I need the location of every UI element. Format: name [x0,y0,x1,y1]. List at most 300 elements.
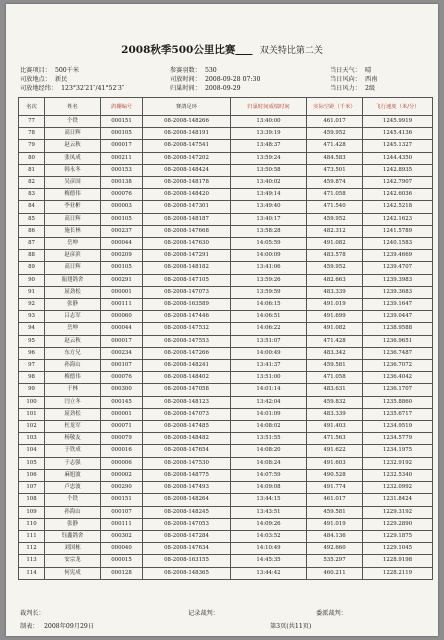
table-cell: 000017 [101,140,143,152]
table-cell: 13:41:37 [231,360,307,372]
table-cell: 08-2008-148775 [143,469,231,481]
table-cell: 于铁成 [45,445,101,457]
info-value: 新民 [54,76,68,83]
table-cell: 1242.8935 [363,164,433,176]
table-cell: 000044 [101,323,143,335]
made-date: 2008年09月29日 [44,623,95,630]
table-cell: 于林 [45,384,101,396]
table-cell: 14:05:59 [231,238,307,250]
table-cell: 13:59:59 [231,286,307,298]
table-cell: 1228.9198 [363,555,433,567]
table-cell: 1229.3192 [363,506,433,518]
table-cell: 13:49:40 [231,201,307,213]
table-cell: 1242.7907 [363,177,433,189]
table-cell: 94 [19,323,45,335]
table-cell: 471.540 [307,201,363,213]
table-cell: 08-2008-148482 [143,433,231,445]
table-cell: 000001 [101,286,143,298]
race-info [20,66,430,93]
table-cell: 13:51:00 [231,372,307,384]
table-cell: 000234 [101,347,143,359]
referee-label: 裁判长： [20,610,45,617]
table-cell: 李业彬 [45,201,101,213]
info-value: 500千米 [54,67,80,74]
table-cell: 梅德伟 [45,189,101,201]
table-cell: 000138 [101,177,143,189]
table-cell: 000001 [101,408,143,420]
table-cell: 14:06:15 [231,299,307,311]
table-cell: 08-2008-147284 [143,530,231,542]
table-header [19,98,433,116]
table-cell: 000105 [101,128,143,140]
info-label: 归巢时间： [170,85,201,92]
table-cell: 高日辉 [45,128,101,140]
column-header: 归巢时间成绩时间 [231,98,307,116]
table-row [19,164,433,176]
table-cell: 105 [19,457,45,469]
table-cell: 13:43:51 [231,506,307,518]
table-row [19,250,433,262]
table-cell: 1245.9919 [363,116,433,128]
table-cell: 491.603 [307,457,363,469]
table-cell: 459.952 [307,128,363,140]
table-cell: 491.774 [307,482,363,494]
table-cell: 85 [19,213,45,225]
table-cell: 安宗龙 [45,555,101,567]
column-header: 名次 [19,98,45,116]
table-cell: 000017 [101,335,143,347]
table-cell: 95 [19,335,45,347]
table-cell: 1236.7487 [363,347,433,359]
table-cell: 471.428 [307,335,363,347]
table-cell: 000151 [101,494,143,506]
column-header: 鸽棚编号 [101,98,143,116]
table-cell: 000211 [101,152,143,164]
table-row [19,457,433,469]
table-cell: 000151 [101,116,143,128]
table-cell: 张静 [45,299,101,311]
table-cell: 赵云秋 [45,335,101,347]
table-cell: 491.082 [307,238,363,250]
table-cell: 08-2008-147446 [143,311,231,323]
table-cell: 1229.2890 [363,518,433,530]
table-cell: 491.622 [307,445,363,457]
table-cell: 86 [19,225,45,237]
table-cell: 1236.4042 [363,372,433,384]
table-cell: 刘国栋 [45,543,101,555]
table-cell: 78 [19,128,45,140]
table-cell: 459.874 [307,177,363,189]
table-cell: 08-2008-147493 [143,482,231,494]
table-cell: 岳坤 [45,238,101,250]
table-cell: 79 [19,140,45,152]
table-cell: 80 [19,152,45,164]
table-cell: 1239.3683 [363,286,433,298]
info-label: 当日风力： [330,85,361,92]
table-cell: 08-2008-147202 [143,152,231,164]
column-header: 姓名 [45,98,101,116]
info-value: 530 [204,67,217,74]
table-row [19,323,433,335]
table-cell: 000105 [101,213,143,225]
table-cell: 000291 [101,274,143,286]
table-cell: 98 [19,372,45,384]
column-header: 赛鸽足环 [143,98,231,116]
table-cell: 471.058 [307,189,363,201]
table-cell: 1232.0992 [363,482,433,494]
table-cell: 000111 [101,518,143,530]
table-row [19,225,433,237]
table-cell: 83 [19,189,45,201]
table-row [19,116,433,128]
table-cell: 459.832 [307,396,363,408]
table-cell: 13:44:42 [231,567,307,579]
table-cell: 000002 [101,469,143,481]
table-cell: 14:06:22 [231,323,307,335]
table-cell: 高日辉 [45,213,101,225]
table-row [19,445,433,457]
table-row [19,128,433,140]
table-cell: 08-2008-148402 [143,372,231,384]
table-cell: 1229.1045 [363,543,433,555]
table-cell: 韩永冬 [45,164,101,176]
table-cell: 08-2008-148365 [143,567,231,579]
table-cell: 000153 [101,164,143,176]
table-row [19,469,433,481]
table-cell: 14:03:52 [231,530,307,542]
info-row [20,66,430,75]
table-cell: 491.082 [307,323,363,335]
table-cell: 08-2008-147532 [143,323,231,335]
info-value: 123°32′21″/41°52′3″ [61,85,125,92]
table-cell: 08-2008-148182 [143,262,231,274]
table-cell: 08-2008-148245 [143,506,231,518]
table-cell: 1236.9651 [363,335,433,347]
table-cell: 14:45:35 [231,555,307,567]
table-cell: 461.017 [307,116,363,128]
table-cell: 96 [19,347,45,359]
made-label: 制表： [20,623,39,630]
table-cell: 08-2008-147058 [143,384,231,396]
table-cell: 13:40:02 [231,177,307,189]
table-cell: 102 [19,421,45,433]
table-cell: 491.699 [307,311,363,323]
table-cell: 112 [19,543,45,555]
table-cell: 000071 [101,421,143,433]
table-cell: 491.019 [307,518,363,530]
table-cell: 490.528 [307,469,363,481]
table-cell: 08-2008-147073 [143,408,231,420]
table-cell: 103 [19,433,45,445]
info-label: 当日天气： [330,67,361,74]
table-cell: 杜龙军 [45,421,101,433]
table-cell: 13:39:19 [231,128,307,140]
table-cell: 1236.7072 [363,360,433,372]
table-cell: 000128 [101,567,143,579]
table-cell: 孙海山 [45,360,101,372]
column-header: 飞行速度（米/分） [363,98,433,116]
table-cell: 000016 [101,445,143,457]
table-cell: 1232.5340 [363,469,433,481]
table-cell: 000300 [101,384,143,396]
table-cell: 14:08:02 [231,421,307,433]
table-cell: 483.342 [307,347,363,359]
table-row [19,567,433,579]
table-cell: 000003 [101,201,143,213]
table-cell: 于志强 [45,457,101,469]
table-cell: 1241.5789 [363,225,433,237]
table-row [19,421,433,433]
table-cell: 482.663 [307,274,363,286]
table-cell: 施长林 [45,225,101,237]
table-cell: 471.058 [307,372,363,384]
table-cell: 08-2008-147266 [143,347,231,359]
table-cell: 1235.8860 [363,396,433,408]
table-cell: 08-2008-147291 [143,250,231,262]
table-cell: 08-2008-147634 [143,543,231,555]
table-cell: 1245.4136 [363,128,433,140]
table-cell: 100 [19,396,45,408]
table-cell: 1239.3983 [363,274,433,286]
table-cell: 1234.1975 [363,445,433,457]
table-cell: 卢忠波 [45,482,101,494]
table-cell: 471.563 [307,433,363,445]
table-row [19,408,433,420]
table-cell: 000060 [101,311,143,323]
table-cell: 000107 [101,360,143,372]
supervisor-label: 委派裁判： [316,610,347,617]
table-cell: 08-2008-147630 [143,238,231,250]
table-cell: 459.952 [307,213,363,225]
info-value: 2008-09-28 07:30 [204,76,261,83]
table-row [19,140,433,152]
table-cell: 000079 [101,433,143,445]
table-cell: 吕志军 [45,311,101,323]
table-cell: 459.952 [307,262,363,274]
results-table [18,97,433,580]
table-cell: 1232.9192 [363,457,433,469]
table-cell: 1235.6717 [363,408,433,420]
info-label: 司放时间： [170,76,201,83]
table-row [19,347,433,359]
table-cell: 484.136 [307,530,363,542]
table-cell: 1231.8424 [363,494,433,506]
table-cell: 000006 [101,457,143,469]
table-cell: 82 [19,177,45,189]
table-cell: 08-2008-148191 [143,128,231,140]
table-cell: 491.403 [307,421,363,433]
table-cell: 08-2008-163155 [143,555,231,567]
table-cell: 460.211 [307,567,363,579]
table-cell: 000111 [101,299,143,311]
table-cell: 1239.0447 [363,311,433,323]
table-cell: 104 [19,445,45,457]
table-cell: 08-2008-147541 [143,140,231,152]
table-row [19,213,433,225]
table-cell: 90 [19,274,45,286]
table-cell: 08-2008-147485 [143,421,231,433]
column-header: 实际空距（千米） [307,98,363,116]
table-row [19,335,433,347]
table-cell: 1234.5779 [363,433,433,445]
table-row [19,543,433,555]
table-cell: 1234.9519 [363,421,433,433]
table-cell: 482.312 [307,225,363,237]
table-cell: 535.297 [307,555,363,567]
table-cell: 13:51:07 [231,335,307,347]
table-row [19,482,433,494]
table-cell: 梅德伟 [45,372,101,384]
race-subtitle: 双关特比第二关 [259,46,323,56]
info-value: 晴 [364,67,372,74]
table-cell: 孙海山 [45,506,101,518]
info-label: 司放地经纬： [20,85,58,92]
table-cell: 08-2008-148241 [143,360,231,372]
table-cell: 张静 [45,518,101,530]
table-cell: 08-2008-147654 [143,445,231,457]
table-cell: 13:50:58 [231,164,307,176]
table-row [19,530,433,542]
table-cell: 1239.1647 [363,299,433,311]
race-title: 2008秋季500公里比赛 [121,44,236,56]
table-row [19,274,433,286]
table-cell: 13:49:14 [231,189,307,201]
table-cell: 000302 [101,530,143,542]
table-cell: 88 [19,250,45,262]
table-cell: 000145 [101,396,143,408]
table-row [19,177,433,189]
table-row [19,518,433,530]
table-cell: 471.428 [307,140,363,152]
table-row [19,201,433,213]
table-cell: 14:07:59 [231,469,307,481]
table-cell: 张凤成 [45,152,101,164]
table-cell: 1238.9588 [363,323,433,335]
table-cell: 108 [19,494,45,506]
page-title [6,42,438,57]
table-row [19,494,433,506]
info-row [20,84,430,93]
table-cell: 113 [19,555,45,567]
table-cell: 14:06:51 [231,311,307,323]
table-cell: 13:48:37 [231,140,307,152]
table-cell: 闫立冬 [45,396,101,408]
table-cell: 483.578 [307,250,363,262]
table-cell: 109 [19,506,45,518]
table-cell: 08-2008-148123 [143,396,231,408]
table-cell: 13:42:04 [231,396,307,408]
table-cell: 000237 [101,225,143,237]
table-cell: 000290 [101,482,143,494]
table-cell: 08-2008-148178 [143,177,231,189]
table-row [19,286,433,298]
table-row [19,152,433,164]
table-cell: 个铁 [45,116,101,128]
table-cell: 14:09:08 [231,482,307,494]
table-cell: 492.660 [307,543,363,555]
table-cell: 08-2008-148187 [143,213,231,225]
table-cell: 08-2008-147530 [143,457,231,469]
table-cell: 461.017 [307,494,363,506]
table-cell: 000076 [101,189,143,201]
table-cell: 459.581 [307,506,363,518]
table-cell: 13:41:06 [231,262,307,274]
table-cell: 84 [19,201,45,213]
info-label: 当日风向： [330,76,361,83]
table-cell: 08-2008-147301 [143,201,231,213]
table-cell: 14:09:26 [231,518,307,530]
table-cell: 1239.4669 [363,250,433,262]
table-cell: 13:44:15 [231,494,307,506]
table-cell: 000209 [101,250,143,262]
table-cell: 13:51:55 [231,433,307,445]
table-cell: 89 [19,262,45,274]
table-cell: 000044 [101,238,143,250]
table-cell: 81 [19,164,45,176]
table-cell: 473.501 [307,164,363,176]
table-cell: 97 [19,360,45,372]
table-cell: 484.583 [307,152,363,164]
table-cell: 高日辉 [45,262,101,274]
table-cell: 106 [19,469,45,481]
table-cell: 99 [19,384,45,396]
table-row [19,372,433,384]
table-cell: 000040 [101,543,143,555]
table-cell: 1244.4350 [363,152,433,164]
table-cell: 08-2008-147668 [143,225,231,237]
table-cell: 08-2008-148424 [143,164,231,176]
table-row [19,433,433,445]
table-cell: 08-2008-147073 [143,286,231,298]
table-cell: 1240.1583 [363,238,433,250]
recorder-label: 记录裁判： [188,610,219,617]
table-cell: 000076 [101,372,143,384]
table-cell: 000105 [101,262,143,274]
table-cell: 14:00:09 [231,250,307,262]
page-number: 第3页(共11页) [270,623,312,630]
table-cell: 08-2008-147053 [143,518,231,530]
table-row [19,262,433,274]
table-cell: 13:59:24 [231,152,307,164]
info-label: 司放地点： [20,76,51,83]
table-cell: 491.019 [307,299,363,311]
table-cell: 111 [19,530,45,542]
table-cell: 岳坤 [45,323,101,335]
table-row [19,299,433,311]
table-cell: 000015 [101,555,143,567]
table-cell: 14:01:14 [231,384,307,396]
table-row [19,506,433,518]
result-sheet [6,4,438,636]
table-cell: 何宪成 [45,567,101,579]
table-cell: 赵彦滨 [45,250,101,262]
table-cell: 000107 [101,506,143,518]
table-cell: 101 [19,408,45,420]
table-cell: 77 [19,116,45,128]
table-cell: 1236.1707 [363,384,433,396]
table-cell: 87 [19,238,45,250]
table-cell: 13:58:28 [231,225,307,237]
table-cell: 92 [19,299,45,311]
table-row [19,360,433,372]
table-row [19,384,433,396]
table-cell: 14:00:49 [231,347,307,359]
table-cell: 14:08:20 [231,445,307,457]
table-cell: 459.581 [307,360,363,372]
table-cell: 14:10:49 [231,543,307,555]
table-cell: 91 [19,286,45,298]
table-cell: 483.339 [307,408,363,420]
